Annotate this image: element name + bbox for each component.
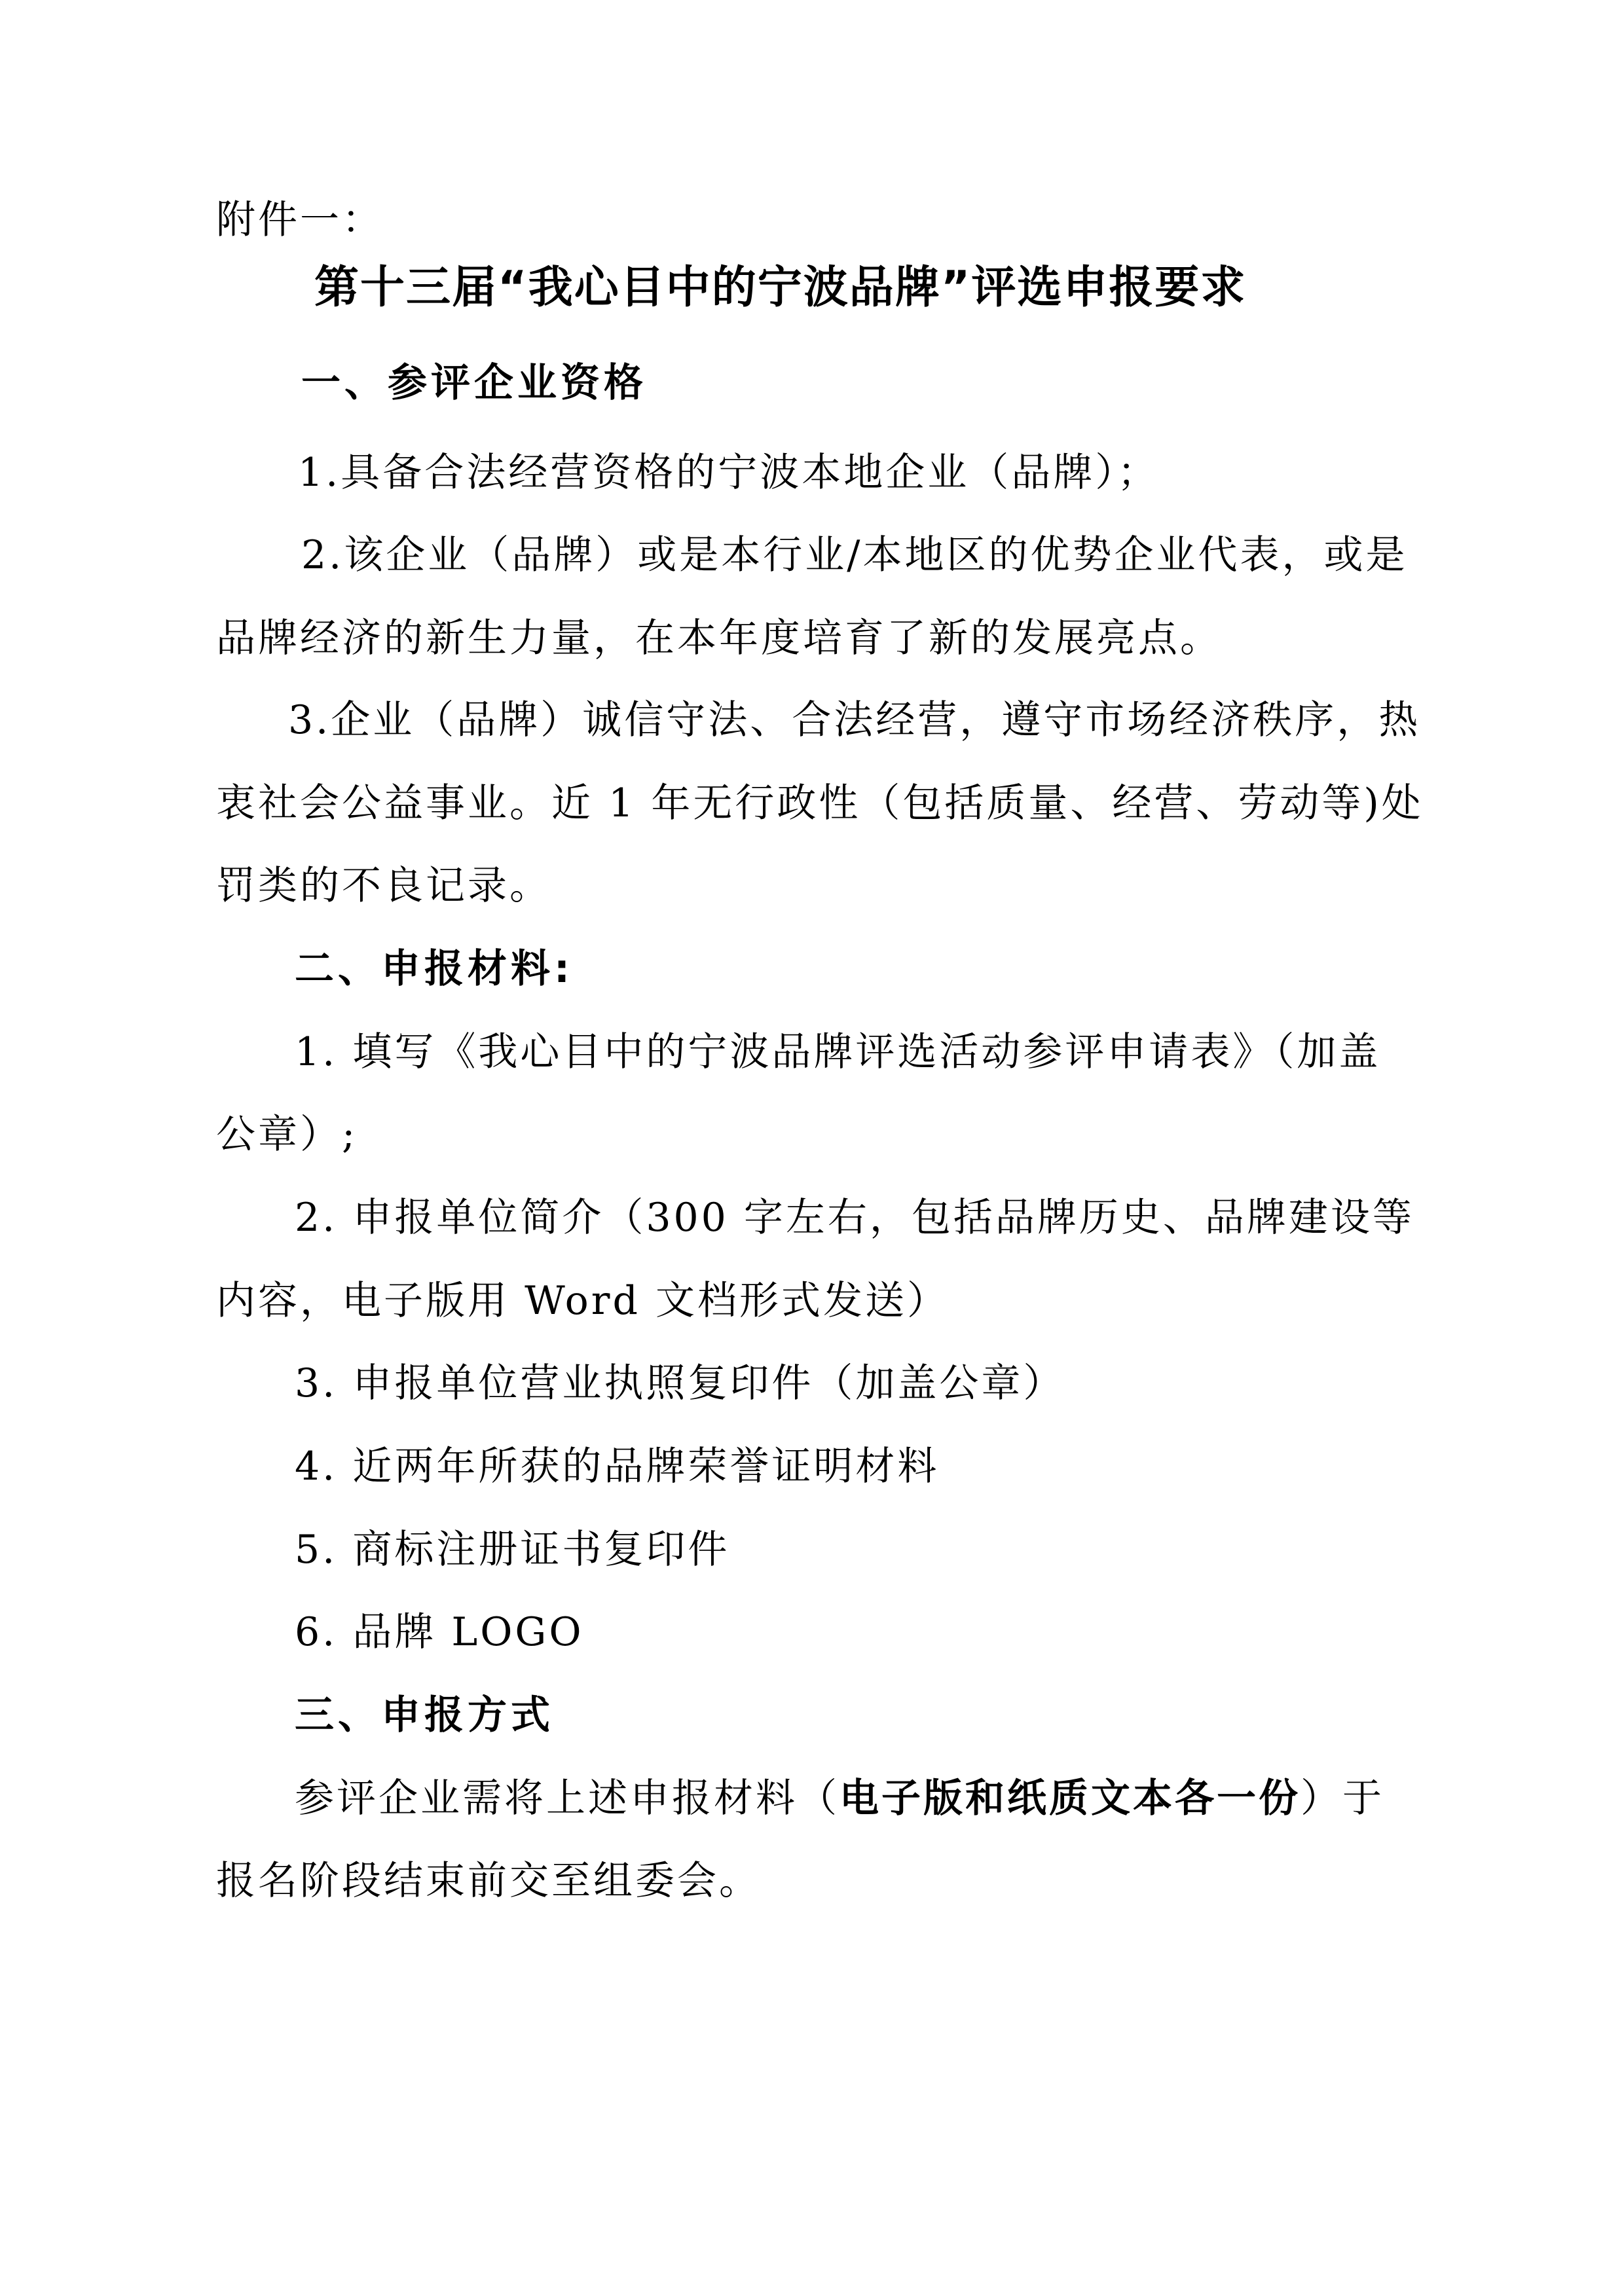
section2-item2-line1: 2. 申报单位简介（300 字左右，包括品牌历史、品牌建设等 bbox=[295, 1195, 1414, 1241]
section2-item1-line1: 1. 填写《我心目中的宁波品牌评选活动参评申请表》（加盖 bbox=[295, 1029, 1381, 1075]
page-title: 第十三届“我心目中的宁波品牌”评选申报要求 bbox=[314, 262, 1247, 314]
section2-item4: 4. 近两年所获的品牌荣誉证明材料 bbox=[295, 1444, 940, 1489]
section3-heading: 三、申报方式 bbox=[295, 1692, 554, 1738]
section1-item3-line1: 3.企业（品牌）诚信守法、合法经营，遵守市场经济秩序，热 bbox=[288, 697, 1421, 743]
section2-item6: 6. 品牌 LOGO bbox=[295, 1609, 584, 1655]
section3-paragraph-line1 bbox=[295, 1772, 1384, 1825]
section2-item2-line2: 内容，电子版用 Word 文档形式发送） bbox=[216, 1278, 949, 1324]
attachment-label: 附件一： bbox=[216, 197, 384, 243]
section1-item3-line2: 衷社会公益事业。近 1 年无行政性（包括质量、经营、劳动等)处 bbox=[216, 780, 1424, 826]
section2-item5: 5. 商标注册证书复印件 bbox=[295, 1527, 730, 1573]
section1-item1: 1.具备合法经营资格的宁波本地企业（品牌）； bbox=[298, 450, 1160, 496]
section2-item1-line2: 公章）; bbox=[216, 1112, 358, 1157]
section3-paragraph-line2: 报名阶段结束前交至组委会。 bbox=[216, 1858, 761, 1904]
section1-item3-line3: 罚类的不良记录。 bbox=[216, 863, 551, 909]
section1-heading: 一、参评企业资格 bbox=[301, 360, 647, 406]
section1-item2-line2: 品牌经济的新生力量，在本年度培育了新的发展亮点。 bbox=[216, 615, 1222, 661]
section2-item3: 3. 申报单位营业执照复印件（加盖公章） bbox=[295, 1360, 1065, 1406]
section1-item2-line1: 2.该企业（品牌）或是本行业/本地区的优势企业代表，或是 bbox=[301, 532, 1408, 578]
section3-para-bold: 电子版和纸质文本各一份 bbox=[840, 1776, 1301, 1821]
section3-para-prefix: 参评企业需将上述申报材料（ bbox=[295, 1776, 840, 1821]
section3-para-suffix: ）于 bbox=[1301, 1776, 1384, 1821]
section2-heading: 二、申报材料: bbox=[295, 946, 574, 992]
